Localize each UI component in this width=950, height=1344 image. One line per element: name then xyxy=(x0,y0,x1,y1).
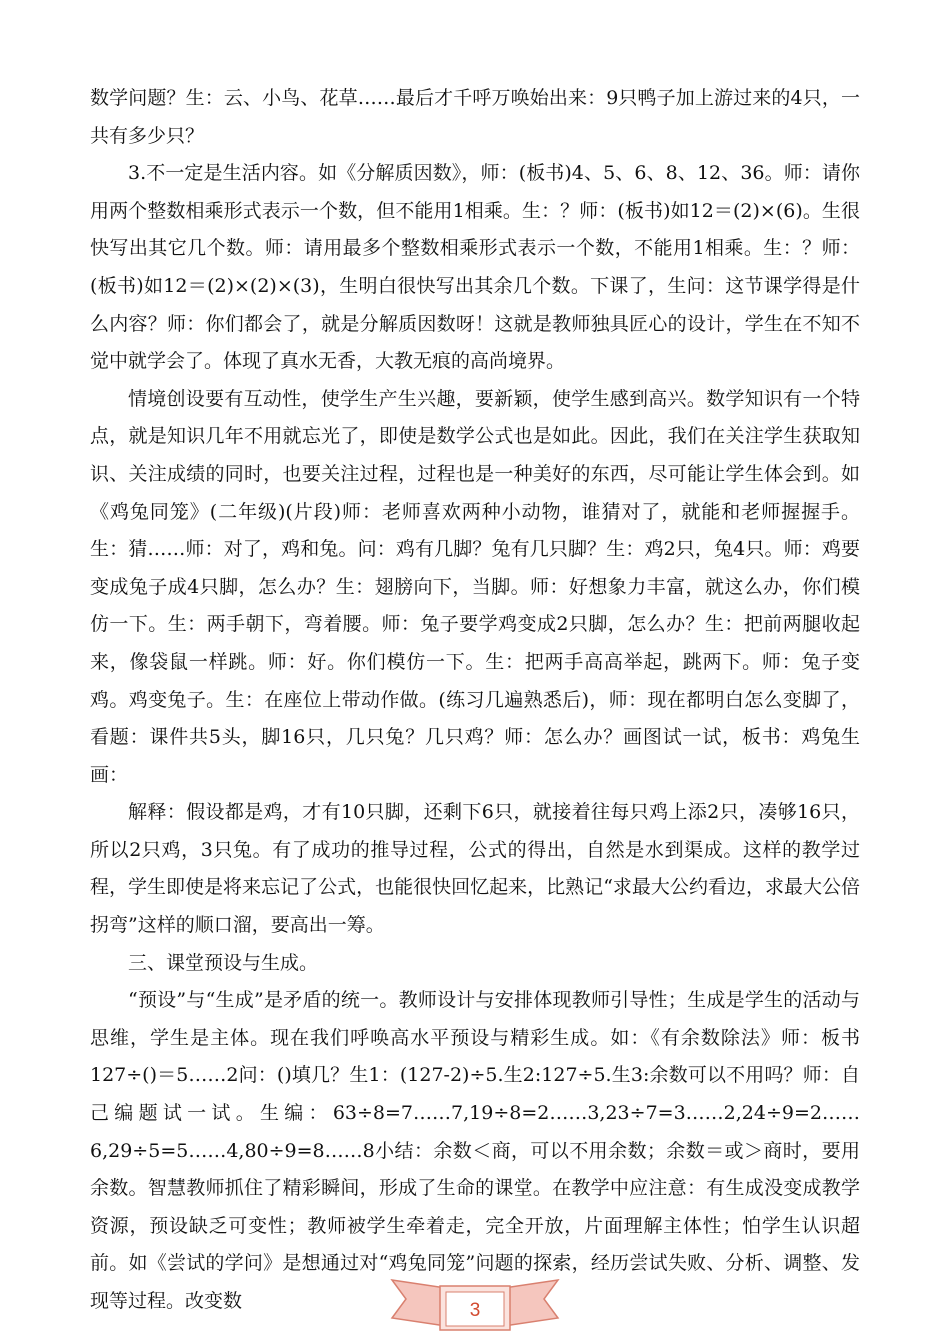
page-number: 3 xyxy=(469,1300,481,1321)
paragraph-2: 3.不一定是生活内容。如《分解质因数》，师：(板书)4、5、6、8、12、36。师：请你用两个整数相乘形式表示一个数，但不能用1相乘。生：？师：(板书)如12＝(2)×(6)。生很快写出其它几个数。师：请用最多个整数相乘形式表示一个数，不能用1相乘。生：？师：(板书)如12＝(2)×(2)×(3)，生明白很快写出其余几个数。下课了，生问：这节课学得是什么内容？师：你们都会了，就是分解质因数呀！这就是教师独具匠心的设计，学生在不知不觉中就学会了。体现了真水无香，大教无痕的高尚境界。 xyxy=(90,162,860,373)
paragraph-3: 情境创设要有互动性，使学生产生兴趣，要新颖，使学生感到高兴。数学知识有一个特点，就是知识几年不用就忘光了，即使是数学公式也是如此。因此，我们在关注学生获取知识、关注成绩的同时，也要关注过程，过程也是一种美好的东西，尽可能让学生体会到。如《鸡兔同笼》(二年级)(片段)师：老师喜欢两种小动物，谁猜对了，就能和老师握握手。生：猜……师：对了，鸡和兔。问：鸡有几脚？兔有几只脚？生：鸡2只，兔4只。师：鸡要变成兔子成4只脚，怎么办？生：翅膀向下，当脚。师：好想象力丰富，就这么办，你们模仿一下。生：两手朝下，弯着腰。师：兔子要学鸡变成2只脚，怎么办？生：把前两腿收起来，像袋鼠一样跳。师：好。你们模仿一下。生：把两手高高举起，跳两下。师：兔子变鸡。鸡变兔子。生：在座位上带动作做。(练习几遍熟悉后)，师：现在都明白怎么变脚了，看题：课件共5头，脚16只，几只兔？几只鸡？师：怎么办？画图试一试，板书：鸡兔生画： xyxy=(90,387,860,786)
ribbon-right-tail xyxy=(504,1280,558,1326)
body-text xyxy=(90,80,860,1321)
paragraph-5: “预设”与“生成”是矛盾的统一。教师设计与安排体现教师引导性；生成是学生的活动与思维，学生是主体。现在我们呼唤高水平预设与精彩生成。如：《有余数除法》师：板书127÷()＝5……2问：()填几？生1：(127-2)÷5.生2:127÷5.生3:余数可以不用吗？师：自己编题试一试。生编：63÷8=7……7,19÷8=2……3,23÷7=3……2,24÷9=2……6,29÷5=5……4,80÷9=8……8小结：余数＜商，可以不用余数；余数＝或＞商时，要用余数。智慧教师抓住了精彩瞬间，形成了生命的课堂。在教学中应注意：有生成没变成教学资源，预设缺乏可变性；教师被学生牵着走，完全开放，片面理解主体性；怕学生认识超前。如《尝试的学问》是想通过对“鸡兔同笼”问题的探索，经历尝试失败、分析、调整、发现等过程。改变数 xyxy=(90,989,860,1312)
paragraph-4: 解释：假设都是鸡，才有10只脚，还剩下6只，就接着往每只鸡上添2只，凑够16只，所以2只鸡，3只兔。有了成功的推导过程，公式的得出，自然是水到渠成。这样的教学过程，学生即使是将来忘记了公式，也能很快回忆起来，比熟记“求最大公约看边，求最大公倍拐弯”这样的顺口溜，要高出一筹。 xyxy=(90,801,860,937)
paragraph-1: 数学问题？生：云、小鸟、花草……最后才千呼万唤始出来：9只鸭子加上游过来的4只，一共有多少只？ xyxy=(90,87,860,147)
ribbon-left-tail xyxy=(392,1280,446,1326)
section-heading: 三、课堂预设与生成。 xyxy=(128,951,319,974)
